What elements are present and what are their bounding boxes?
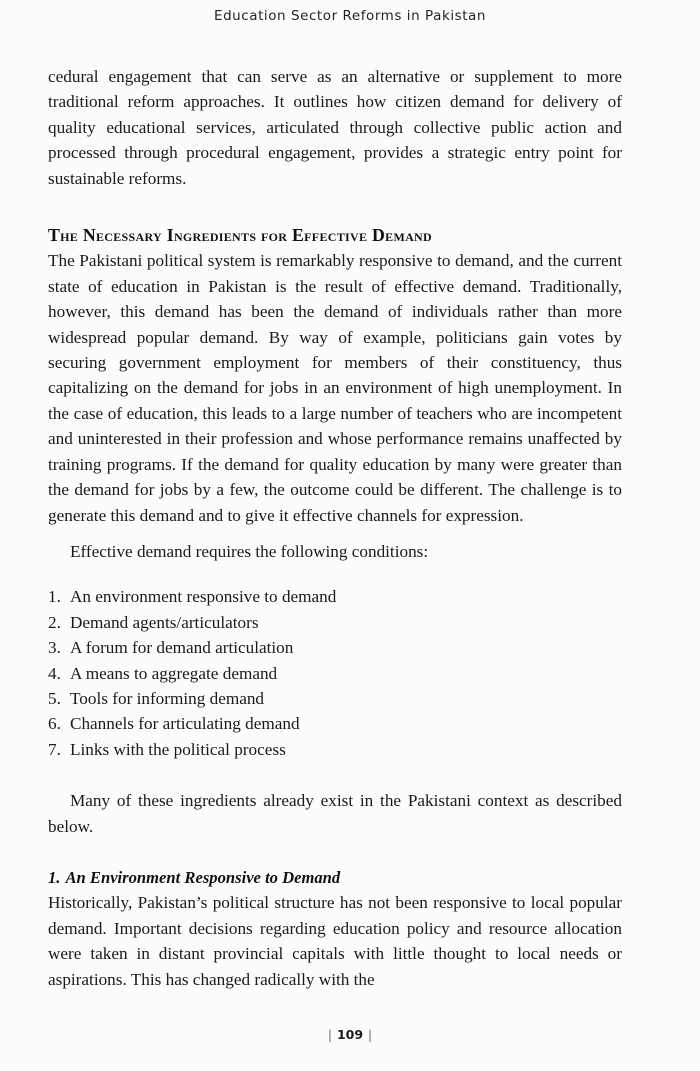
list-item: [48, 711, 622, 736]
list-item: [48, 686, 622, 711]
list-item-marker: 4.: [48, 663, 61, 683]
folio-right-rule: |: [368, 1028, 373, 1042]
list-item-label: Links with the political process: [70, 739, 286, 759]
list-item: [48, 737, 622, 762]
list-item-marker: 2.: [48, 612, 61, 632]
subsection-heading: [48, 865, 622, 890]
list-item: [48, 610, 622, 635]
paragraph-continued: cedural engagement that can serve as an alternative or supplement to more traditional reform approaches. It outlines how citizen demand for delivery of quality educational services, articulated through collective public action and processed through procedural engagement, provides a strategic entry point for sustainable reforms.: [48, 67, 622, 188]
subsection-heading-label: An Environment Responsive to Demand: [65, 867, 341, 887]
spacer: [48, 191, 622, 223]
spacer: [48, 528, 622, 539]
spacer: [48, 564, 622, 584]
spacer: [48, 839, 622, 865]
list-item-label: An environment responsive to demand: [70, 587, 337, 607]
list-item-label: Demand agents/articulators: [70, 612, 259, 632]
conditions-list: [48, 584, 622, 762]
page-folio: [0, 1027, 700, 1042]
list-item-label: Channels for articulating demand: [70, 714, 300, 734]
page-number: 109: [336, 1027, 364, 1042]
list-item-marker: 5.: [48, 688, 61, 708]
running-header-title: Education Sector Reforms in Pakistan: [213, 8, 486, 24]
spacer: [48, 762, 622, 788]
list-item-marker: 6.: [48, 714, 61, 734]
list-item-marker: 7.: [48, 739, 61, 759]
list-item-marker: 3.: [48, 638, 61, 658]
paragraph-conditions-lead: Effective demand requires the following conditions:: [70, 541, 429, 561]
list-item-marker: 1.: [48, 587, 61, 607]
list-item-label: A forum for demand articulation: [70, 638, 294, 658]
page-content-column: [48, 64, 622, 992]
list-item-label: Tools for informing demand: [70, 688, 265, 708]
paragraph-historical: Historically, Pakistan’s political structure has not been responsive to local popular demand. Important decisions regarding education policy and resource allocation were taken in distant provincial capitals with little thought to local needs or aspirations. This has changed radically with the: [48, 893, 622, 989]
list-item-label: A means to aggregate demand: [70, 663, 278, 683]
subsection-number: 1.: [48, 867, 61, 887]
list-item: [48, 635, 622, 660]
paragraph-demand: The Pakistani political system is remarkably responsive to demand, and the current state of education in Pakistan is the result of effective demand. Traditionally, however, this demand has been the demand of individuals rather than more widespread popular demand. By way of example, politicians gain votes by securing government employment for members of their constituency, thus capitalizing on the demand for jobs in an environment of high unemployment. In the case of education, this leads to a large number of teachers who are incompetent and uninterested in their profession and whose performance remains unaffected by training programs. If the demand for quality education by many were greater than the demand for jobs by a few, the outcome could be different. The challenge is to generate this demand and to give it effective channels for expression.: [48, 251, 622, 525]
paragraph-ingredients: Many of these ingredients already exist in the Pakistani context as described below.: [48, 791, 622, 836]
folio-left-rule: |: [327, 1028, 332, 1042]
section-heading: The Necessary Ingredients for Effective Demand: [48, 225, 432, 246]
list-item: [48, 661, 622, 686]
list-item: [48, 584, 622, 609]
